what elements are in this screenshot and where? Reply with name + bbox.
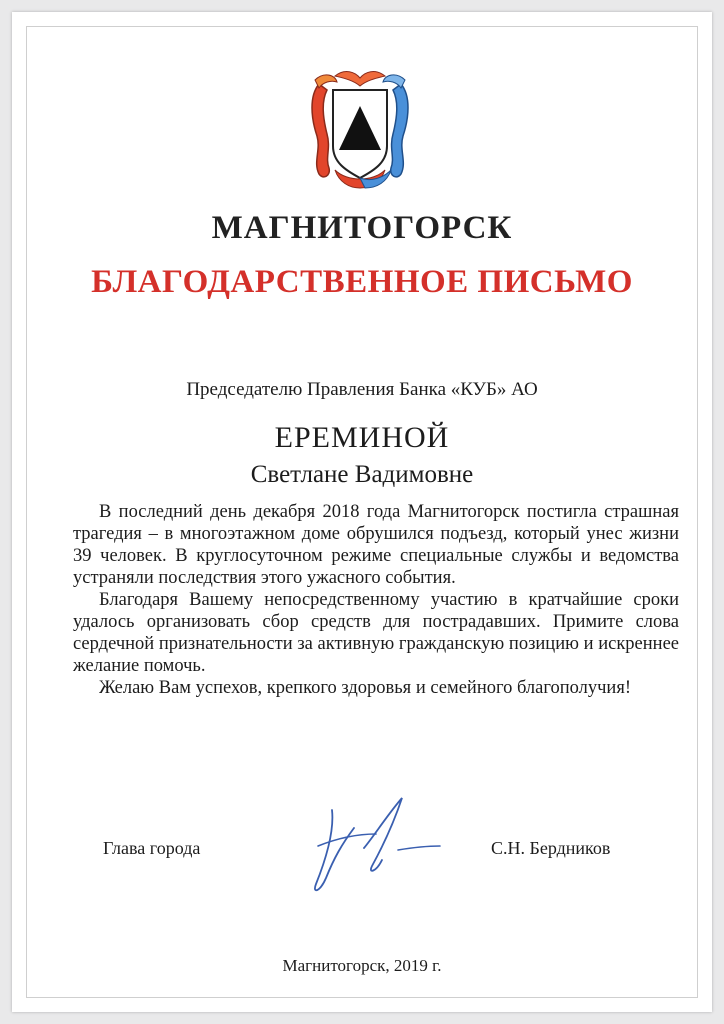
addressee-role: Председателю Правления Банка «КУБ» АО	[186, 379, 538, 400]
addressee-surname: ЕРЕМИНОЙ	[274, 421, 450, 454]
signatory-role: Глава города	[103, 838, 201, 858]
signatory-name: С.Н. Бердников	[491, 838, 611, 858]
document-title: БЛАГОДАРСТВЕННОЕ ПИСЬМО	[91, 264, 633, 300]
body-paragraph: Желаю Вам успехов, крепкого здоровья и семейного благополучия!	[99, 678, 632, 698]
city-title: МАГНИТОГОРСК	[211, 210, 513, 246]
place-date: Магнитогорск, 2019 г.	[282, 956, 442, 975]
letter-body	[73, 501, 679, 699]
addressee-name: Светлане Вадимовне	[250, 461, 474, 488]
handwritten-signature-icon	[298, 788, 448, 900]
body-paragraph: В последний день декабря 2018 года Магнитогорск постигла страшная трагедия – в многоэтажном доме обрушился подъезд, который унес жизни 39 человек. В круглосуточном режиме специальные службы и ведомства устраняли последствия этого ужасного события.	[73, 502, 679, 588]
letter-page	[12, 12, 712, 1012]
coat-of-arms-icon	[305, 66, 415, 192]
body-paragraph: Благодаря Вашему непосредственному участию в кратчайшие сроки удалось организовать сбор средств для пострадавших. Примите слова сердечной признательности за активную гражданскую позицию и искреннее желание помочь.	[73, 590, 679, 676]
